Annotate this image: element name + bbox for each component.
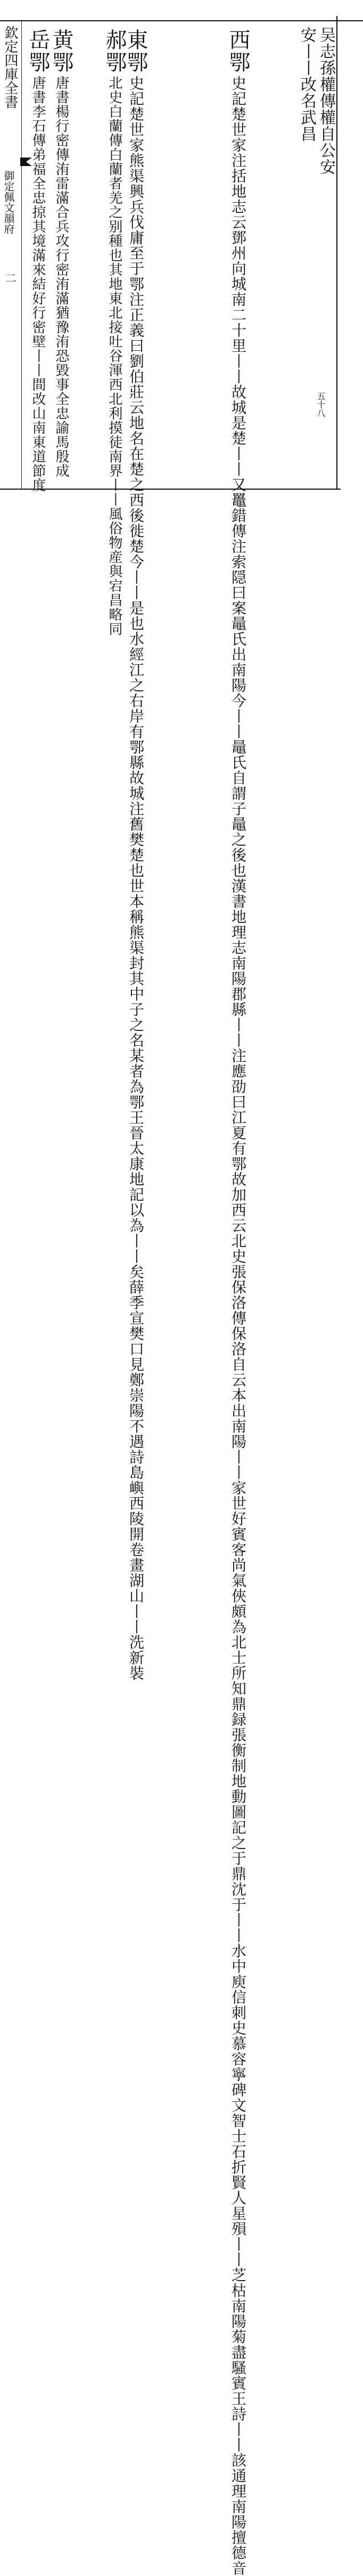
entry-body-huang: 唐書楊行密傳洧雷滿合兵攻行密洧滿猶豫洧恐毀事全忠諭馬殷成 <box>53 76 69 478</box>
frame-top-rule <box>0 20 363 21</box>
entry-head-hao: 郝鄂 <box>102 29 127 73</box>
text-column-block-yue <box>26 27 50 492</box>
text-column-block-huang <box>49 27 73 484</box>
entry-body-xie: 史記楚世家注括地志云鄧州向城南二十里丨丨故城是楚丨丨又鼉錯傳注索隠曰案鼂氏出南陽今丨丨鼂氏自謂子鼂之後也漢書地理志南陽郡縣丨丨注應劭曰江夏有鄂故加西云北史張保洛傳保洛自云本出南陽丨丨家世好賓客尚氣俠頗為北士所知鼎録張衡制地動圖記之于鼎沈于丨丨水中庾信刺史慕容寧碑文智士石折賢人星殞丨丨芝枯南陽菊盡騷賓王詩丨丨該通理南陽擅德音 <box>229 76 247 2576</box>
folio-number: 五十八 <box>316 392 326 417</box>
entry-body-dong: 史記楚世家熊渠興兵伐庸至于鄂注正義曰劉伯莊云地名在楚之西後徙楚今丨丨是也水經江之右岸有鄂縣故城注舊樊楚也世本稱熊渠封其中子之名某者為鄂王晉太康地記以為丨丨矣薛季宣樊口見鄭崇陽不遇詩島嶼西陵開卷畫湖山丨丨洗新裝 <box>127 76 145 1681</box>
margin-mark: 二 <box>4 273 16 283</box>
frame-right-rule <box>336 16 337 490</box>
margin-book-title: 欽定四庫全書 <box>2 26 18 109</box>
entry-body-hao: 北史白蘭傳白蘭者羌之别種也其地東北接吐谷渾西北利摸徒南界丨丨風俗物産與宕昌略同 <box>106 76 122 636</box>
frame-bottom-rule <box>0 489 341 490</box>
margin-work-title: 御定佩文韻府 <box>2 170 15 234</box>
text-column-2: 安丨丨改名武昌 <box>298 27 316 142</box>
entry-head-huang: 黄鄂 <box>49 29 73 73</box>
entry-head-yue: 岳鄂 <box>26 29 50 73</box>
entry-head-dong: 東鄂 <box>123 29 148 73</box>
text-column-block-west <box>226 27 250 2576</box>
entry-head-xie: 西鄂 <box>226 29 250 73</box>
frame-inner-rule <box>21 21 22 489</box>
text-column-block-hao <box>102 27 127 636</box>
margin-subtitle <box>2 170 15 234</box>
entry-body-yue: 唐書李石傳弟福全忠掠其境滿來結好行密壁丨丨間改山南東道節度 <box>30 76 46 492</box>
text-column-1: 吴志孫權傳權自公安 <box>317 27 335 175</box>
margin-title <box>2 26 18 109</box>
text-column-block-east <box>123 27 148 1681</box>
